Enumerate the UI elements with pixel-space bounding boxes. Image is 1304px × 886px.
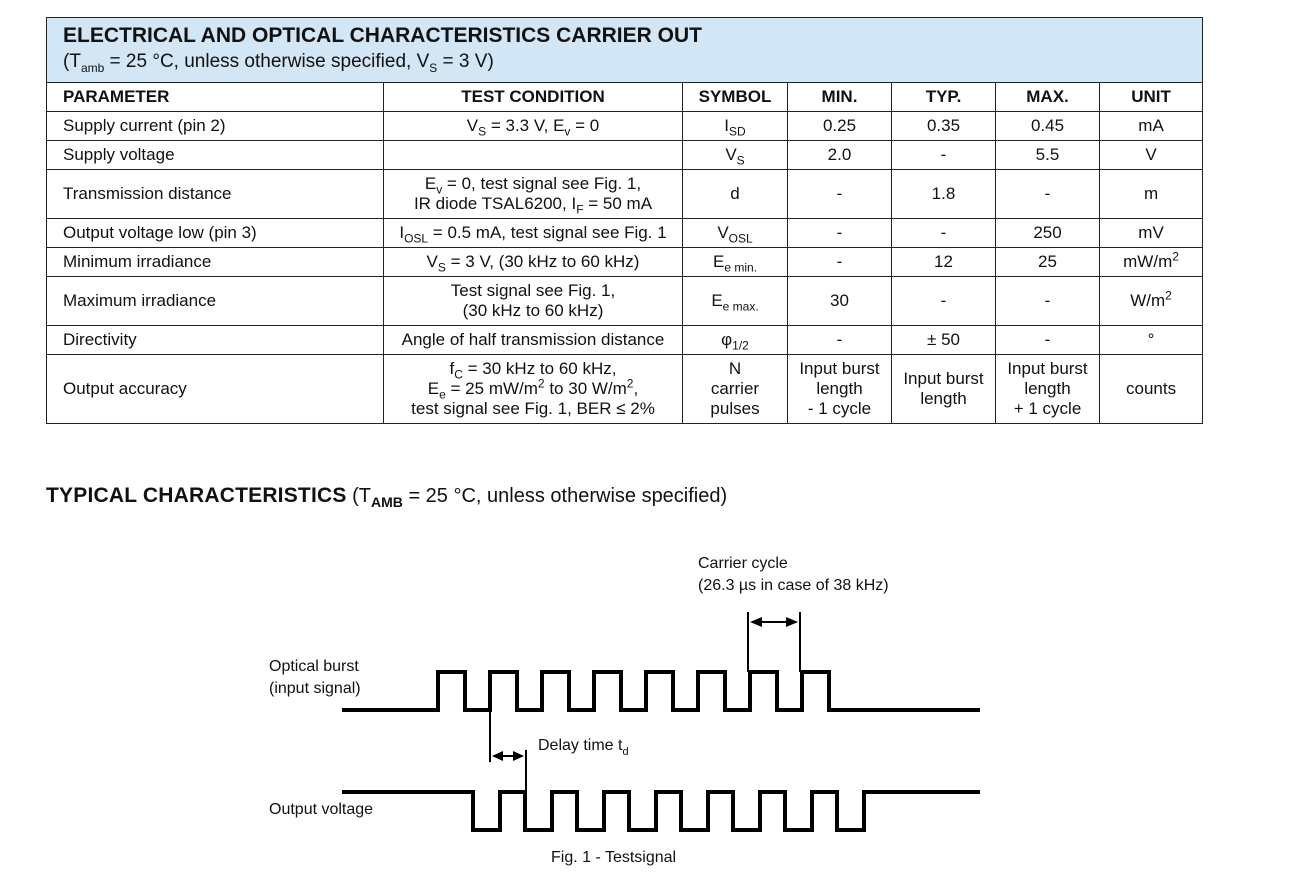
typ-cell: ± 50	[892, 326, 996, 355]
header-typ: TYP.	[892, 83, 996, 112]
condition-cell: $V_S = 3$ V, (30 kHz to 60 kHz)	[384, 248, 683, 277]
min-cell: -	[788, 170, 892, 219]
unit-cell: V	[1100, 141, 1203, 170]
unit-cell: m	[1100, 170, 1203, 219]
figure-caption: Fig. 1 - Testsignal	[551, 849, 677, 866]
output-voltage-label: Output voltage	[269, 801, 374, 818]
carrier-cycle-note: (26.3 µs in case of 38 kHz)	[698, 577, 889, 594]
optical-burst-label: Optical burst	[269, 658, 359, 675]
max-cell: 250	[996, 219, 1100, 248]
section-heading: TYPICAL CHARACTERISTICS ($T_{AMB} = 25$ °C, unless otherwise specified)	[46, 484, 728, 511]
parameter-cell: Minimum irradiance	[47, 248, 384, 277]
symbol-cell: $\varphi_{1/2}$	[683, 326, 788, 355]
parameter-cell: Maximum irradiance	[47, 277, 384, 326]
unit-cell: $mW/m^2$	[1100, 248, 1203, 277]
unit-cell: °	[1100, 326, 1203, 355]
parameter-cell: Supply voltage	[47, 141, 384, 170]
carrier-arrow-right	[786, 617, 798, 627]
condition-cell: $V_S = 3.3$ V, $E_v = 0$	[384, 112, 683, 141]
max-cell: -	[996, 170, 1100, 219]
symbol-cell: $V_{OSL}$	[683, 219, 788, 248]
unit-cell: mV	[1100, 219, 1203, 248]
carrier-arrow-left	[750, 617, 762, 627]
unit-cell: $W/m^2$	[1100, 277, 1203, 326]
table-row	[47, 141, 1203, 170]
parameter-cell: Directivity	[47, 326, 384, 355]
symbol-cell: N carrier pulses	[683, 355, 788, 424]
min-cell: 30	[788, 277, 892, 326]
typ-cell: -	[892, 141, 996, 170]
max-cell: -	[996, 326, 1100, 355]
max-cell: 25	[996, 248, 1100, 277]
header-min: MIN.	[788, 83, 892, 112]
testsignal-figure	[0, 540, 1304, 886]
min-cell: Input burst length - 1 cycle	[788, 355, 892, 424]
table-row	[47, 219, 1203, 248]
carrier-cycle-label: Carrier cycle	[698, 555, 788, 572]
header-max: MAX.	[996, 83, 1100, 112]
table-row	[47, 248, 1203, 277]
condition-cell: Test signal see Fig. 1, (30 kHz to 60 kHz)	[384, 277, 683, 326]
header-symbol: SYMBOL	[683, 83, 788, 112]
unit-cell: mA	[1100, 112, 1203, 141]
parameter-cell: Output voltage low (pin 3)	[47, 219, 384, 248]
delay-arrow-left	[492, 751, 503, 761]
header-unit: UNIT	[1100, 83, 1203, 112]
max-cell: 0.45	[996, 112, 1100, 141]
header-test-condition: TEST CONDITION	[384, 83, 683, 112]
min-cell: -	[788, 248, 892, 277]
symbol-cell: d	[683, 170, 788, 219]
max-cell: -	[996, 277, 1100, 326]
parameter-cell: Supply current (pin 2)	[47, 112, 384, 141]
input-signal-waveform	[342, 672, 980, 710]
condition-cell	[384, 141, 683, 170]
parameter-cell: Transmission distance	[47, 170, 384, 219]
min-cell: 0.25	[788, 112, 892, 141]
table-subtitle: ($T_{amb} = 25$ °C, unless otherwise specified, $V_S = 3$ V)	[63, 51, 494, 75]
table-title: ELECTRICAL AND OPTICAL CHARACTERISTICS CARRIER OUT	[63, 24, 702, 47]
symbol-cell: $I_{SD}$	[683, 112, 788, 141]
max-cell: 5.5	[996, 141, 1100, 170]
condition-cell: $I_{OSL} = 0.5$ mA, test signal see Fig. 1	[384, 219, 683, 248]
delay-time-label: Delay time $t_d$	[538, 737, 629, 758]
symbol-cell: $V_S$	[683, 141, 788, 170]
parameter-cell: Output accuracy	[47, 355, 384, 424]
condition-cell: $f_C = 30$ kHz to 60 kHz, $E_e = 25$ $mW/m^2$ to 30 $W/m^2$, test signal see Fig. 1, BER ≤ 2%	[384, 355, 683, 424]
unit-cell: counts	[1100, 355, 1203, 424]
min-cell: -	[788, 326, 892, 355]
min-cell: 2.0	[788, 141, 892, 170]
header-parameter: PARAMETER	[47, 83, 384, 112]
min-cell: -	[788, 219, 892, 248]
header-row	[47, 83, 1203, 112]
table-row	[47, 170, 1203, 219]
typ-cell: -	[892, 219, 996, 248]
table-row	[47, 355, 1203, 424]
max-cell: Input burst length + 1 cycle	[996, 355, 1100, 424]
table-row	[47, 112, 1203, 141]
delay-arrow-right	[513, 751, 524, 761]
typ-cell: 0.35	[892, 112, 996, 141]
symbol-cell: $E_{e max.}$	[683, 277, 788, 326]
table-row	[47, 277, 1203, 326]
optical-burst-note: (input signal)	[269, 680, 361, 697]
typ-cell: -	[892, 277, 996, 326]
typ-cell: Input burst length	[892, 355, 996, 424]
typ-cell: 12	[892, 248, 996, 277]
symbol-cell: $E_{e min.}$	[683, 248, 788, 277]
characteristics-table	[46, 17, 1203, 424]
output-signal-waveform	[342, 792, 980, 830]
table-title-cell	[47, 18, 1203, 83]
table-row	[47, 326, 1203, 355]
condition-cell: $E_v = 0$, test signal see Fig. 1, IR diode TSAL6200, $I_F = 50$ mA	[384, 170, 683, 219]
typ-cell: 1.8	[892, 170, 996, 219]
condition-cell: Angle of half transmission distance	[384, 326, 683, 355]
